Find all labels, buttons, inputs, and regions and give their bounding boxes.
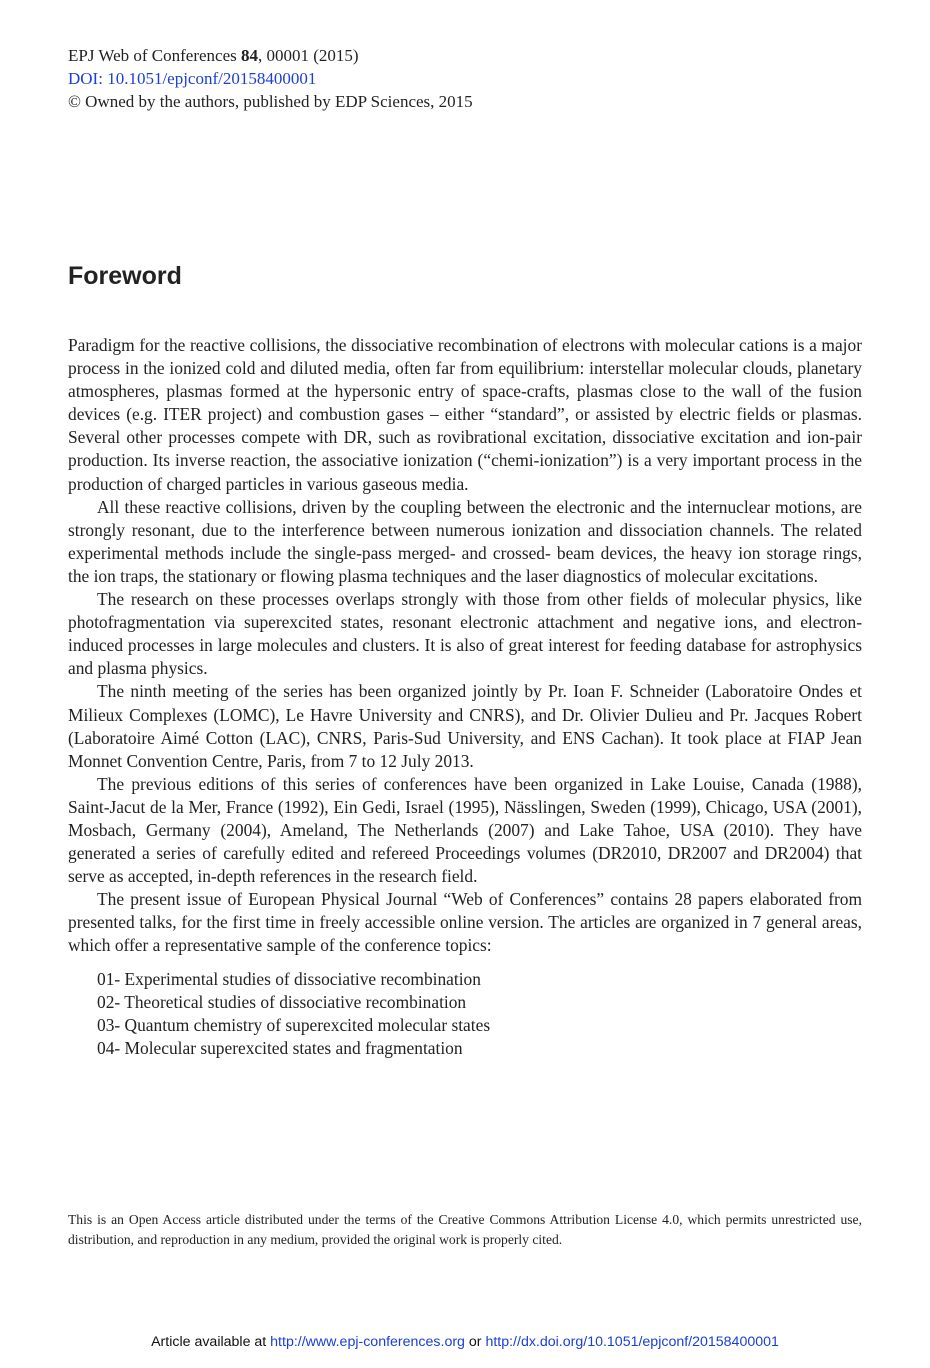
list-item: 03- Quantum chemistry of superexcited molecular states xyxy=(97,1014,491,1035)
list-item: 02- Theoretical studies of dissociative recombination xyxy=(97,991,467,1012)
page-header xyxy=(68,44,473,113)
topic-list xyxy=(97,968,862,1060)
volume-number: 84 xyxy=(241,46,258,65)
journal-name: EPJ Web of Conferences xyxy=(68,46,241,65)
article-number: , 00001 (2015) xyxy=(258,46,359,65)
list-item: 01- Experimental studies of dissociative recombination xyxy=(97,968,481,989)
doi-link[interactable]: DOI: 10.1051/epjconf/20158400001 xyxy=(68,69,317,88)
footer-prefix: Article available at xyxy=(151,1334,271,1350)
list-item: 04- Molecular superexcited states and fragmentation xyxy=(97,1037,463,1058)
copyright-text: Owned by the authors, published by EDP Sciences, 2015 xyxy=(80,92,473,111)
journal-citation xyxy=(68,44,473,67)
copyright-icon: © xyxy=(68,92,81,111)
journal-website-link[interactable]: http://www.epj-conferences.org xyxy=(270,1334,465,1350)
footer-or: or xyxy=(464,1334,486,1350)
article-footer xyxy=(0,1334,930,1350)
paragraph: The present issue of European Physical Journal “Web of Conferences” contains 28 papers elaborated from presented talks, for the first time in freely accessible online version. The articles are organized in 7 general areas, which offer a representative sample of the conference topics: xyxy=(68,889,862,956)
paragraph: The research on these processes overlaps strongly with those from other fields of molecular physics, like photofragmentation via superexcited states, resonant electronic attachment and negative ions, and electron-induced processes in large molecules and clusters. It is also of great interest for feeding database for astrophysics and plasma physics. xyxy=(68,589,862,679)
article-doi-link[interactable]: http://dx.doi.org/10.1051/epjconf/20158400001 xyxy=(485,1334,779,1350)
foreword-body xyxy=(68,334,862,1060)
paragraph: All these reactive collisions, driven by the coupling between the electronic and the internuclear motions, are strongly resonant, due to the interference between numerous ionization and dissociation channels. The related experimental methods include the single-pass merged- and crossed- beam devices, the heavy ion storage rings, the ion traps, the stationary or flowing plasma techniques and the laser diagnostics of molecular excitations. xyxy=(68,496,862,586)
paragraph: The previous editions of this series of conferences have been organized in Lake Louise, Canada (1988), Saint-Jacut de la Mer, France (1992), Ein Gedi, Israel (1995), Nässlingen, Sweden (1999), Chicago, USA (2001), Mosbach, Germany (2004), Ameland, The Netherlands (2007) and Lake Tahoe, USA (2010). They have generated a series of carefully edited and refereed Proceedings volumes (DR2010, DR2007 and DR2004) that serve as accepted, in-depth references in the research field. xyxy=(68,773,862,887)
license-notice: This is an Open Access article distributed under the terms of the Creative Commons Attribution License 4.0, which permits unrestricted use, distribution, and reproduction in any medium, provided the original work is properly cited. xyxy=(68,1212,862,1247)
page-title: Foreword xyxy=(68,262,182,290)
paragraph: Paradigm for the reactive collisions, the dissociative recombination of electrons with molecular cations is a major process in the ionized cold and diluted media, often far from equilibrium: interstellar molecular clouds, planetary atmospheres, plasmas formed at the hypersonic entry of space-crafts, plasmas close to the wall of the fusion devices (e.g. ITER project) and combustion gases – either “standard”, or assisted by electric fields or plasmas. Several other processes compete with DR, such as rovibrational excitation, dissociative excitation and ion-pair production. Its inverse reaction, the associative ionization (“chemi-ionization”) is a very important process in the production of charged particles in various gaseous media. xyxy=(68,335,862,494)
copyright-line xyxy=(68,90,473,113)
paragraph: The ninth meeting of the series has been organized jointly by Pr. Ioan F. Schneider (Laboratoire Ondes et Milieux Complexes (LOMC), Le Havre University and CNRS), and Dr. Olivier Dulieu and Pr. Jacques Robert (Laboratoire Aimé Cotton (LAC), CNRS, Paris-Sud University, and ENS Cachan). It took place at FIAP Jean Monnet Convention Centre, Paris, from 7 to 12 July 2013. xyxy=(68,681,862,771)
